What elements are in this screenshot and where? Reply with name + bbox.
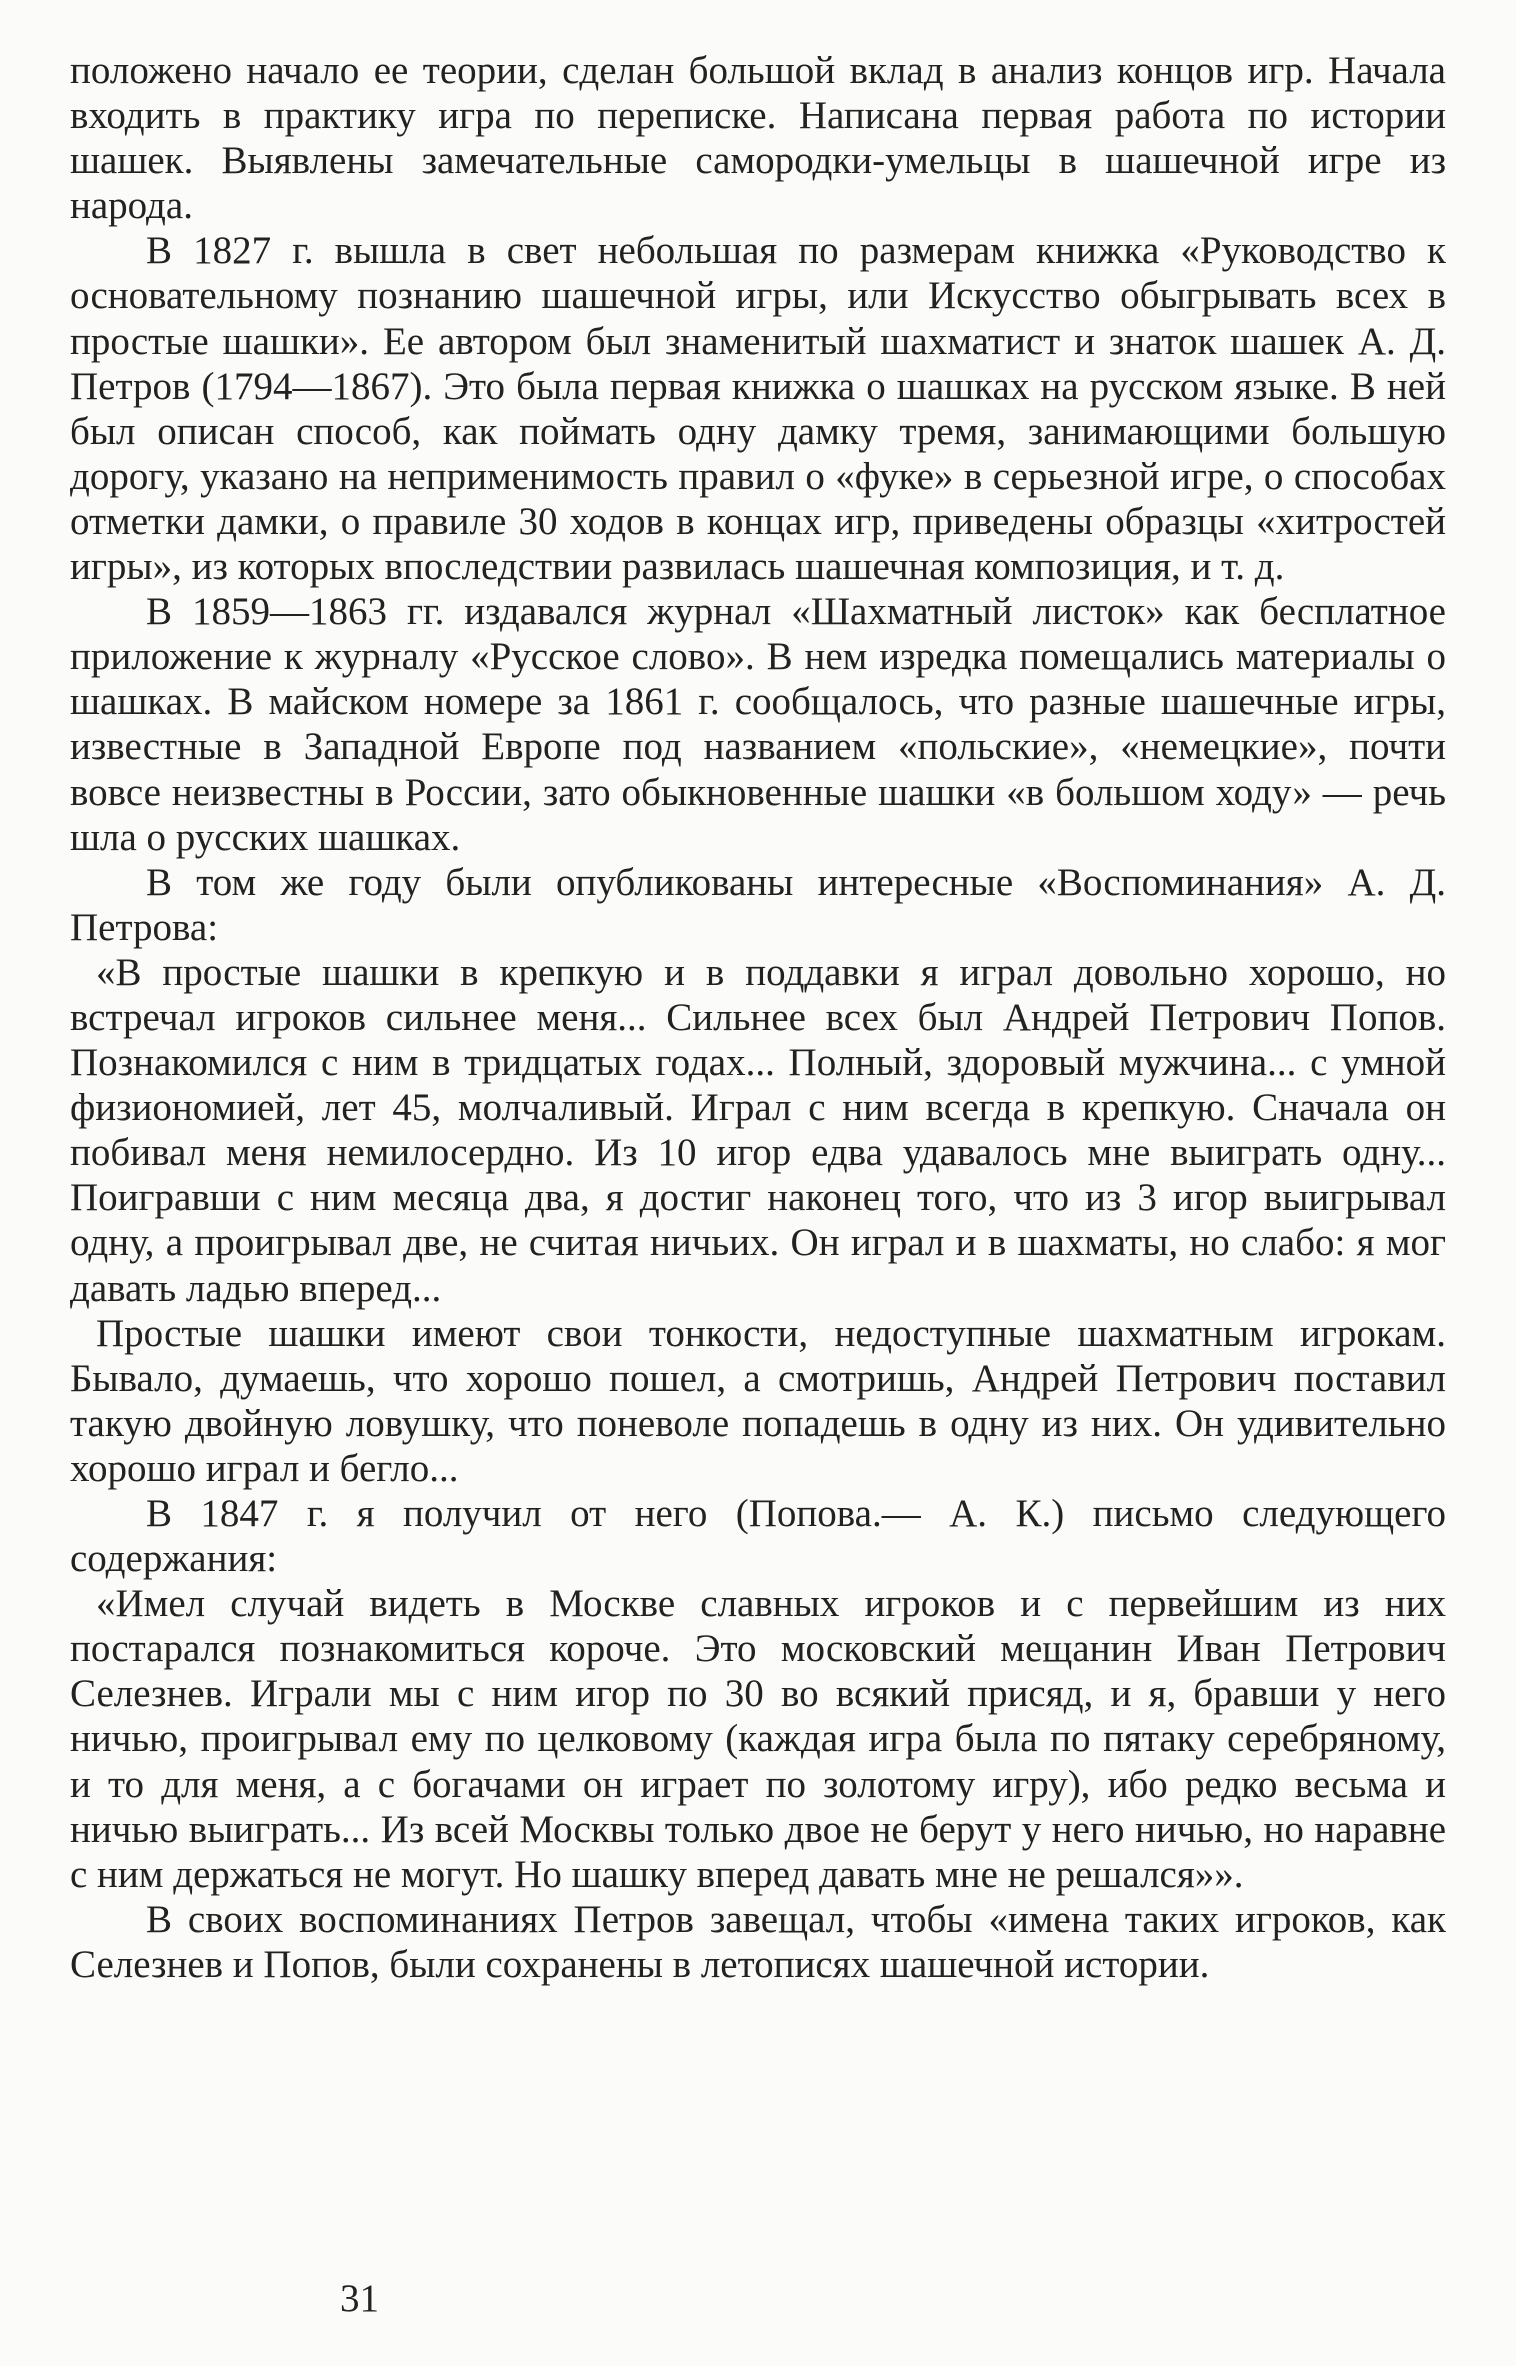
paragraph-3: В 1859—1863 гг. издавался журнал «Шахматный листок» как бесплатное приложение к журналу «Русское слово». В нем изредка помещались материалы о шашках. В майском номере за 1861 г. сообщалось, что разные шашечные игры, известные в Западной Европе под названием «польские», «немецкие», почти вовсе неизвестны в России, зато обыкновенные шашки «в большом ходу» — речь шла о русских шашках. [70, 590, 1446, 859]
quote-paragraph-3: «Имел случай видеть в Москве славных игроков и с первейшим из них постарался познакомиться короче. Это московский мещанин Иван Петрович Селезнев. Играли мы с ним игор по 30 во всякий присяд, и я, бравши у него ничью, проигрывал ему по целковому (каждая игра была по пятаку серебряному, и то для меня, а с богачами он играет по золотому игру), ибо редко весьма и ничью выиграть... Из всей Москвы только двое не берут у него ничью, но наравне с ним держаться не могут. Но шашку вперед давать мне не решался»». [70, 1582, 1446, 1896]
quote-paragraph-1: «В простые шашки в крепкую и в поддавки я играл довольно хорошо, но встречал игроков сильнее меня... Сильнее всех был Андрей Петрович Попов. Познакомился с ним в тридцатых годах... Полный, здоровый мужчина... с умной физиономией, лет 45, молчаливый. Играл с ним всегда в крепкую. Сначала он побивал меня немилосердно. Из 10 игор едва удавалось мне выиграть одну... Поигравши с ним месяца два, я достиг наконец того, что из 3 игор выигрывал одну, а проигрывал две, не считая ничьих. Он играл и в шахматы, но слабо: я мог давать ладью вперед... [70, 950, 1446, 1310]
page-body [70, 48, 1446, 1987]
paragraph-1: положено начало ее теории, сделан большой вклад в анализ концов игр. Начала входить в практику игра по переписке. Написана первая работа по истории шашек. Выявлены замечательные самородки-умельцы в шашечной игре из народа. [70, 49, 1446, 228]
paragraph-2: В 1827 г. вышла в свет небольшая по размерам книжка «Руководство к основательному познанию шашечной игры, или Искусство обыгрывать всех в простые шашки». Ее автором был знаменитый шахматист и знаток шашек А. Д. Петров (1794—1867). Это была первая книжка о шашках на русском языке. В ней был описан способ, как поймать одну дамку тремя, занимающими большую дорогу, указано на неприменимость правил о «фуке» в серьезной игре, о способах отметки дамки, о правиле 30 ходов в концах игр, приведены образцы «хитростей игры», из которых впоследствии развилась шашечная композиция, и т. д. [70, 229, 1446, 589]
page-number: 31 [340, 2277, 379, 2320]
paragraph-5: В 1847 г. я получил от него (Попова.— А. К.) письмо следующего содержания: [70, 1492, 1446, 1581]
quote-paragraph-2: Простые шашки имеют свои тонкости, недоступные шахматным игрокам. Бывало, думаешь, что хорошо пошел, а смотришь, Андрей Петрович поставил такую двойную ловушку, что поневоле попадешь в одну из них. Он удивительно хорошо играл и бегло... [70, 1311, 1446, 1490]
paragraph-4: В том же году были опубликованы интересные «Воспоминания» А. Д. Петрова: [70, 860, 1446, 949]
paragraph-6: В своих воспоминаниях Петров завещал, чтобы «имена таких игроков, как Селезнев и Попов, были сохранены в летописях шашечной истории. [70, 1897, 1446, 1986]
